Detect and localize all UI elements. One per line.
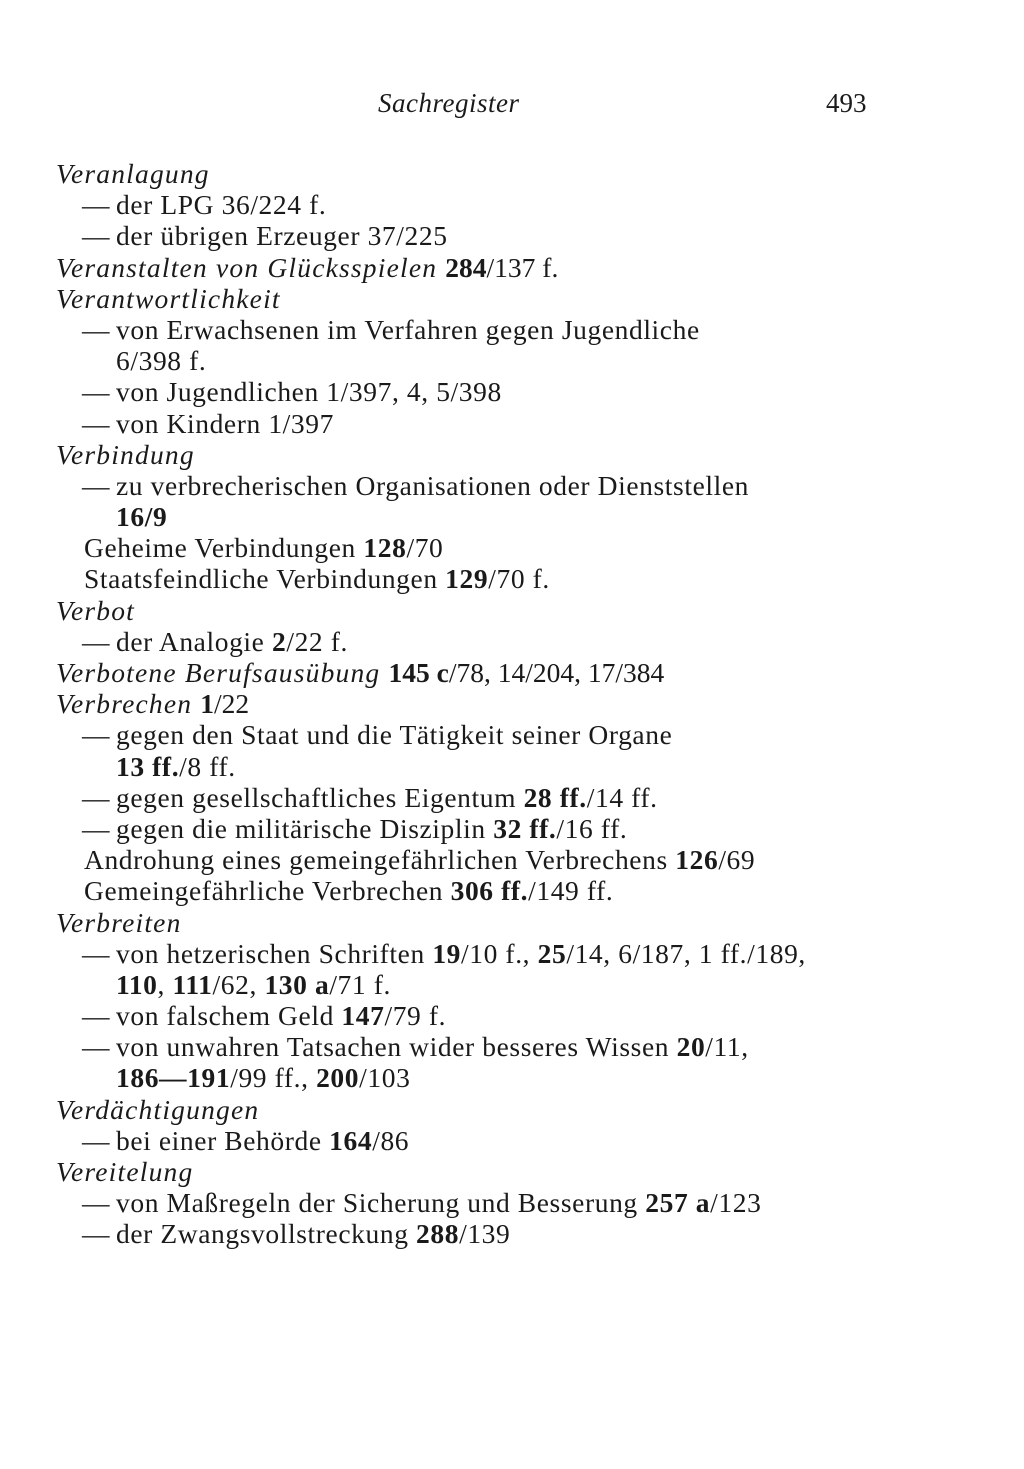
dash-glyph: —	[82, 469, 111, 501]
index-subentry: — von Maßregeln der Sicherung und Besserung 257 a/123	[82, 1187, 762, 1219]
dash-glyph: —	[82, 189, 111, 221]
index-subentry: — von Kindern 1/397	[82, 407, 334, 439]
index-term-verbindung: Verbindung	[56, 438, 195, 470]
index-subentry-continuation: 16/9	[116, 501, 168, 533]
dash-glyph: —	[82, 719, 111, 751]
index-subentry: — der übrigen Erzeuger 37/225	[82, 220, 448, 252]
index-subentry-continuation: 186—191/99 ff., 200/103	[116, 1062, 411, 1094]
index-subentry: — der LPG 36/224 f.	[82, 189, 327, 221]
index-subentry: — von Erwachsenen im Verfahren gegen Jugendliche	[82, 313, 700, 345]
dash-glyph: —	[82, 781, 111, 813]
index-term-verbrechen: Verbrechen 1/22	[56, 688, 250, 720]
index-subentry-continuation: 110, 111/62, 130 a/71 f.	[116, 968, 391, 1000]
index-subentry: — gegen den Staat und die Tätigkeit seiner Organe	[82, 719, 673, 751]
subject-index	[56, 158, 896, 1250]
dash-glyph: —	[82, 1031, 111, 1063]
dash-glyph: —	[82, 937, 111, 969]
dash-glyph: —	[82, 812, 111, 844]
index-direct-entry: Geheime Verbindungen 128/70	[84, 532, 444, 564]
index-subentry: — der Zwangsvollstreckung 288/139	[82, 1218, 511, 1250]
dash-glyph: —	[82, 1218, 111, 1250]
index-subentry: — gegen gesellschaftliches Eigentum 28 ff./14 ff.	[82, 781, 658, 813]
index-subentry: — zu verbrecherischen Organisationen oder Dienststellen	[82, 469, 750, 501]
index-direct-entry: Androhung eines gemeingefährlichen Verbrechens 126/69	[84, 844, 756, 876]
index-subentry: — von hetzerischen Schriften 19/10 f., 25/14, 6/187, 1 ff./189,	[82, 937, 806, 969]
index-term-veranlagung: Veranlagung	[56, 158, 210, 189]
index-subentry: — bei einer Behörde 164/86	[82, 1124, 410, 1156]
dash-glyph: —	[82, 1187, 111, 1219]
index-term-vereitelung: Vereitelung	[56, 1156, 194, 1187]
running-head: Sachregister	[378, 88, 520, 118]
index-subentry-continuation: 13 ff./8 ff.	[116, 750, 236, 782]
index-subentry: — von falschem Geld 147/79 f.	[82, 1000, 447, 1032]
index-subentry: — der Analogie 2/22 f.	[82, 625, 348, 657]
dash-glyph: —	[82, 376, 111, 408]
index-term-verdaechtigungen: Verdächtigungen	[56, 1093, 260, 1125]
dash-glyph: —	[82, 407, 111, 439]
index-subentry: — gegen die militärische Disziplin 32 ff./16 ff.	[82, 812, 628, 844]
index-term-verbreiten: Verbreiten	[56, 906, 182, 938]
dash-glyph: —	[82, 1124, 111, 1156]
index-subentry: — von Jugendlichen 1/397, 4, 5/398	[82, 376, 502, 408]
index-direct-entry: Gemeingefährliche Verbrechen 306 ff./149 ff.	[84, 875, 614, 907]
index-subentry-continuation: 6/398 f.	[116, 345, 207, 377]
index-term-verbotene-berufsausuebung: Verbotene Berufsausübung 145 c/78, 14/204, 17/384	[56, 657, 665, 688]
dash-glyph: —	[82, 1000, 111, 1032]
page-number: 493	[826, 88, 867, 118]
dash-glyph: —	[82, 313, 111, 345]
index-term-verbot: Verbot	[56, 594, 135, 626]
index-term-verantwortlichkeit: Verantwortlichkeit	[56, 282, 281, 314]
index-direct-entry: Staatsfeindliche Verbindungen 129/70 f.	[84, 563, 550, 595]
index-term-veranstalten: Veranstalten von Glücksspielen 284/137 f.	[56, 251, 559, 283]
dash-glyph: —	[82, 220, 111, 252]
dash-glyph: —	[82, 625, 111, 657]
index-subentry: — von unwahren Tatsachen wider besseres Wissen 20/11,	[82, 1031, 749, 1063]
